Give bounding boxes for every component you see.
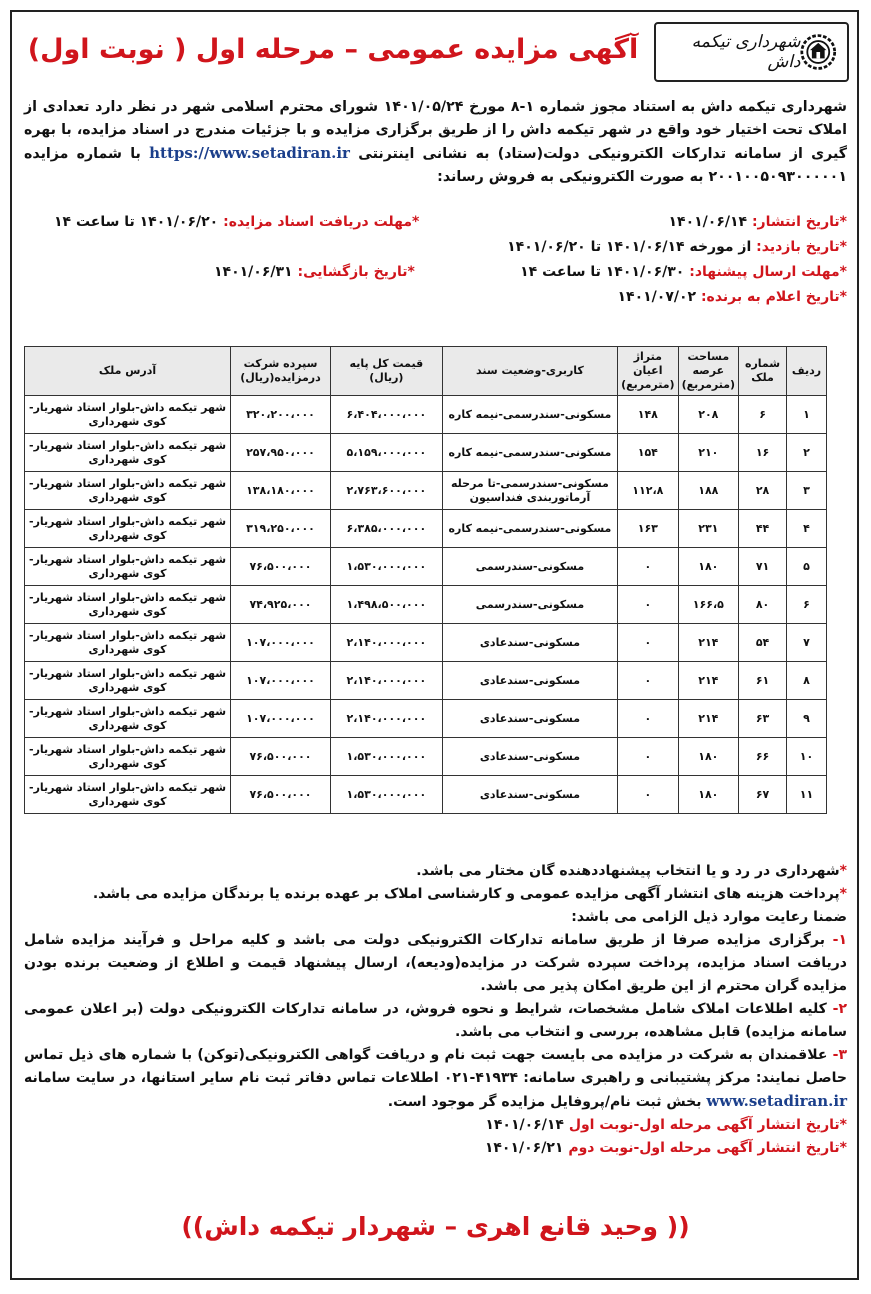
table-row bbox=[25, 662, 827, 700]
municipality-emblem-icon bbox=[800, 32, 837, 72]
docs-deadline: *مهلت دریافت اسناد مزایده: ۱۴۰۱/۰۶/۲۰ تا ساعت ۱۴ bbox=[54, 214, 420, 230]
cell-property-number: ۲۸ bbox=[739, 472, 787, 510]
cell-land-area: ۲۱۰ bbox=[678, 434, 739, 472]
cell-deposit: ۱۰۷،۰۰۰،۰۰۰ bbox=[231, 624, 331, 662]
cell-row-number: ۵ bbox=[787, 548, 827, 586]
setad-link-2[interactable]: www.setadiran.ir bbox=[706, 1092, 847, 1110]
cell-deposit: ۱۰۷،۰۰۰،۰۰۰ bbox=[231, 662, 331, 700]
table-header-row bbox=[25, 347, 827, 396]
cell-deposit: ۱۰۷،۰۰۰،۰۰۰ bbox=[231, 700, 331, 738]
cell-row-number: ۲ bbox=[787, 434, 827, 472]
notes-block bbox=[24, 860, 847, 1160]
cell-base-price: ۵،۱۵۹،۰۰۰،۰۰۰ bbox=[330, 434, 442, 472]
cell-building-area: ۰ bbox=[618, 586, 679, 624]
cell-property-number: ۶۶ bbox=[739, 738, 787, 776]
cell-address: شهر تیکمه داش-بلوار استاد شهریار-کوی شهرداری bbox=[25, 738, 231, 776]
cell-row-number: ۱۱ bbox=[787, 776, 827, 814]
intro-paragraph bbox=[24, 96, 847, 189]
intro-text-1: شهرداری تیکمه داش به استناد مجوز شماره ۱-۸ مورخ ۱۴۰۱/۰۵/۲۴ شورای محترم اسلامی شهر در نظر دارد تعدادی از املاک تحت اختیار خود واقع در شهر تیکمه داش را از طریق برگزاری مزایده و با جزئیات مندرج در اسناد مزایده، با بهره گیری از سامانه تدارکات الکترونیکی دولت(ستاد) به نشانی اینترنتی bbox=[24, 99, 847, 162]
cell-row-number: ۶ bbox=[787, 586, 827, 624]
cell-land-area: ۲۳۱ bbox=[678, 510, 739, 548]
header bbox=[22, 18, 849, 86]
logo-text: شهرداری تیکمه داش bbox=[691, 32, 801, 72]
cell-building-area: ۱۴۸ bbox=[618, 396, 679, 434]
cell-address: شهر تیکمه داش-بلوار استاد شهریار-کوی شهرداری bbox=[25, 510, 231, 548]
cell-property-number: ۶۱ bbox=[739, 662, 787, 700]
table-row bbox=[25, 396, 827, 434]
cell-row-number: ۳ bbox=[787, 472, 827, 510]
item-3: ۳- علاقمندان به شرکت در مزایده می بایست جهت ثبت نام و دریافت گواهی الکترونیکی(توکن) با شماره های ذیل تماس حاصل نمایند: مرکز پشتیبانی و راهبری سامانه: ۴۱۹۳۴-۰۲۱ اطلاعات تماس دفاتر ثبت نام سایر استانها، در سایت سامانه www.setadiran.ir بخش ثبت نام/پروفایل مزایده گر موجود است. bbox=[24, 1047, 847, 1110]
cell-land-area: ۲۱۴ bbox=[678, 662, 739, 700]
col-header-row-number: ردیف bbox=[787, 347, 827, 396]
cell-land-area: ۱۶۶،۵ bbox=[678, 586, 739, 624]
col-header-address: آدرس ملک bbox=[25, 347, 231, 396]
cell-deposit: ۷۶،۵۰۰،۰۰۰ bbox=[231, 776, 331, 814]
cell-row-number: ۴ bbox=[787, 510, 827, 548]
col-header-usage: کاربری-وضعیت سند bbox=[442, 347, 617, 396]
cell-building-area: ۰ bbox=[618, 624, 679, 662]
cell-property-number: ۶ bbox=[739, 396, 787, 434]
publication-2: *تاریخ انتشار آگهی مرحله اول-نوبت دوم ۱۴۰۱/۰۶/۲۱ bbox=[484, 1140, 847, 1156]
table-row bbox=[25, 586, 827, 624]
cell-row-number: ۷ bbox=[787, 624, 827, 662]
item-2: ۲- کلیه اطلاعات املاک شامل مشخصات، شرایط و نحوه فروش، در سامانه تدارکات الکترونیکی دولت (بر اعلان عمومی سامانه مزایده) قابل مشاهده، بررسی و انتخاب می باشد. bbox=[24, 1001, 848, 1040]
cell-address: شهر تیکمه داش-بلوار استاد شهریار-کوی شهرداری bbox=[25, 472, 231, 510]
cell-land-area: ۱۸۰ bbox=[678, 776, 739, 814]
cell-base-price: ۲،۷۶۳،۶۰۰،۰۰۰ bbox=[330, 472, 442, 510]
winner-announcement-date: *تاریخ اعلام به برنده: ۱۴۰۱/۰۷/۰۲ bbox=[617, 289, 847, 305]
cell-property-number: ۴۴ bbox=[739, 510, 787, 548]
cell-land-area: ۲۰۸ bbox=[678, 396, 739, 434]
table-row bbox=[25, 510, 827, 548]
col-header-deposit: سپرده شرکت درمزایده(ریال) bbox=[231, 347, 331, 396]
cell-land-area: ۲۱۴ bbox=[678, 700, 739, 738]
cell-row-number: ۱۰ bbox=[787, 738, 827, 776]
table-row bbox=[25, 624, 827, 662]
cell-deposit: ۳۲۰،۲۰۰،۰۰۰ bbox=[231, 396, 331, 434]
table-row bbox=[25, 700, 827, 738]
cell-deposit: ۷۶،۵۰۰،۰۰۰ bbox=[231, 548, 331, 586]
cell-row-number: ۸ bbox=[787, 662, 827, 700]
cell-base-price: ۱،۴۹۸،۵۰۰،۰۰۰ bbox=[330, 586, 442, 624]
cell-row-number: ۱ bbox=[787, 396, 827, 434]
cell-building-area: ۱۱۲،۸ bbox=[618, 472, 679, 510]
cell-usage: مسکونی-سندعادی bbox=[442, 776, 617, 814]
item-1: ۱- برگزاری مزایده صرفا از طریق سامانه تدارکات الکترونیکی دولت می باشد و کلیه مراحل و فرآیند مزایده شامل دریافت اسناد مزایده، پرداخت سپرده شرکت در مزایده(ودیعه)، ارسال پیشنهاد قیمت و اطلاع از وضعیت برنده بودن مزایده گران محترم از این طریق امکان پذیر می باشد. bbox=[24, 932, 848, 994]
cell-usage: مسکونی-سندعادی bbox=[442, 624, 617, 662]
publish-date: *تاریخ انتشار: ۱۴۰۱/۰۶/۱۴ bbox=[668, 214, 847, 230]
cell-usage: مسکونی-سندعادی bbox=[442, 738, 617, 776]
cell-usage: مسکونی-سندرسمی-تا مرحله آرماتوربندی فنداسیون bbox=[442, 472, 617, 510]
signature: (( وحید قانع اهری – شهردار تیکمه داش)) bbox=[181, 1212, 690, 1241]
cell-property-number: ۸۰ bbox=[739, 586, 787, 624]
cell-land-area: ۱۸۸ bbox=[678, 472, 739, 510]
cell-address: شهر تیکمه داش-بلوار استاد شهریار-کوی شهرداری bbox=[25, 548, 231, 586]
municipality-logo bbox=[654, 22, 849, 82]
cell-building-area: ۰ bbox=[618, 776, 679, 814]
table-row bbox=[25, 472, 827, 510]
cell-land-area: ۱۸۰ bbox=[678, 738, 739, 776]
cell-land-area: ۱۸۰ bbox=[678, 548, 739, 586]
cell-usage: مسکونی-سندرسمی-نیمه کاره bbox=[442, 510, 617, 548]
cell-address: شهر تیکمه داش-بلوار استاد شهریار-کوی شهرداری bbox=[25, 700, 231, 738]
col-header-base-price: قیمت کل پایه (ریال) bbox=[330, 347, 442, 396]
cell-building-area: ۰ bbox=[618, 662, 679, 700]
table-row bbox=[25, 434, 827, 472]
cell-usage: مسکونی-سندعادی bbox=[442, 700, 617, 738]
cell-address: شهر تیکمه داش-بلوار استاد شهریار-کوی شهرداری bbox=[25, 662, 231, 700]
publication-1: *تاریخ انتشار آگهی مرحله اول-نوبت اول ۱۴۰۱/۰۶/۱۴ bbox=[485, 1117, 847, 1133]
cell-usage: مسکونی-سندرسمی-نیمه کاره bbox=[442, 434, 617, 472]
cell-building-area: ۱۶۳ bbox=[618, 510, 679, 548]
cell-usage: مسکونی-سندرسمی bbox=[442, 548, 617, 586]
cell-usage: مسکونی-سندعادی bbox=[442, 662, 617, 700]
col-header-property-number: شماره ملک bbox=[739, 347, 787, 396]
cell-address: شهر تیکمه داش-بلوار استاد شهریار-کوی شهرداری bbox=[25, 396, 231, 434]
cell-building-area: ۰ bbox=[618, 700, 679, 738]
proposal-deadline: *مهلت ارسال پیشنهاد: ۱۴۰۱/۰۶/۳۰ تا ساعت ۱۴ bbox=[520, 264, 847, 280]
table-row bbox=[25, 776, 827, 814]
cell-deposit: ۷۴،۹۲۵،۰۰۰ bbox=[231, 586, 331, 624]
cell-deposit: ۳۱۹،۲۵۰،۰۰۰ bbox=[231, 510, 331, 548]
cell-base-price: ۱،۵۳۰،۰۰۰،۰۰۰ bbox=[330, 548, 442, 586]
cell-base-price: ۲،۱۴۰،۰۰۰،۰۰۰ bbox=[330, 662, 442, 700]
cell-property-number: ۷۱ bbox=[739, 548, 787, 586]
cell-usage: مسکونی-سندرسمی bbox=[442, 586, 617, 624]
note-2: *پرداخت هزینه های انتشار آگهی مزایده عمومی و کارشناسی املاک بر عهده برنده یا برندگان مزایده می باشد. bbox=[92, 886, 847, 902]
cell-property-number: ۶۳ bbox=[739, 700, 787, 738]
cell-base-price: ۲،۱۴۰،۰۰۰،۰۰۰ bbox=[330, 624, 442, 662]
cell-base-price: ۲،۱۴۰،۰۰۰،۰۰۰ bbox=[330, 700, 442, 738]
opening-date: *تاریخ بازگشایی: ۱۴۰۱/۰۶/۳۱ bbox=[214, 264, 415, 280]
cell-address: شهر تیکمه داش-بلوار استاد شهریار-کوی شهرداری bbox=[25, 586, 231, 624]
col-header-land-area: مساحت عرصه (مترمربع) bbox=[678, 347, 739, 396]
table-row bbox=[25, 548, 827, 586]
cell-deposit: ۷۶،۵۰۰،۰۰۰ bbox=[231, 738, 331, 776]
cell-building-area: ۱۵۴ bbox=[618, 434, 679, 472]
cell-base-price: ۶،۳۸۵،۰۰۰،۰۰۰ bbox=[330, 510, 442, 548]
cell-base-price: ۱،۵۳۰،۰۰۰،۰۰۰ bbox=[330, 738, 442, 776]
cell-base-price: ۶،۴۰۴،۰۰۰،۰۰۰ bbox=[330, 396, 442, 434]
page-title: آگهی مزایده عمومی – مرحله اول ( نوبت اول) bbox=[27, 34, 639, 65]
cell-address: شهر تیکمه داش-بلوار استاد شهریار-کوی شهرداری bbox=[25, 434, 231, 472]
col-header-building-area: متراژ اعیان (مترمربع) bbox=[618, 347, 679, 396]
note-3: ضمنا رعایت موارد ذیل الزامی می باشد: bbox=[571, 909, 847, 925]
cell-base-price: ۱،۵۳۰،۰۰۰،۰۰۰ bbox=[330, 776, 442, 814]
cell-address: شهر تیکمه داش-بلوار استاد شهریار-کوی شهرداری bbox=[25, 776, 231, 814]
cell-deposit: ۱۳۸،۱۸۰،۰۰۰ bbox=[231, 472, 331, 510]
visit-date: *تاریخ بازدید: از مورخه ۱۴۰۱/۰۶/۱۴ تا ۱۴۰۱/۰۶/۲۰ bbox=[507, 239, 847, 255]
cell-land-area: ۲۱۴ bbox=[678, 624, 739, 662]
setad-link[interactable]: https://www.setadiran.ir bbox=[149, 144, 350, 162]
cell-deposit: ۲۵۷،۹۵۰،۰۰۰ bbox=[231, 434, 331, 472]
cell-address: شهر تیکمه داش-بلوار استاد شهریار-کوی شهرداری bbox=[25, 624, 231, 662]
cell-row-number: ۹ bbox=[787, 700, 827, 738]
cell-building-area: ۰ bbox=[618, 738, 679, 776]
intro-text-2: با شماره مزایده ۲۰۰۱۰۰۵۰۹۳۰۰۰۰۰۱ به صورت الکترونیکی به فروش رساند: bbox=[24, 146, 847, 185]
cell-property-number: ۱۶ bbox=[739, 434, 787, 472]
cell-property-number: ۶۷ bbox=[739, 776, 787, 814]
note-1: *شهرداری در رد و یا انتخاب پیشنهاددهنده گان مختار می باشد. bbox=[416, 863, 847, 879]
dates-block bbox=[24, 210, 847, 320]
cell-building-area: ۰ bbox=[618, 548, 679, 586]
table-body bbox=[25, 396, 827, 814]
cell-usage: مسکونی-سندرسمی-نیمه کاره bbox=[442, 396, 617, 434]
table-row bbox=[25, 738, 827, 776]
properties-table bbox=[24, 346, 827, 814]
cell-property-number: ۵۴ bbox=[739, 624, 787, 662]
